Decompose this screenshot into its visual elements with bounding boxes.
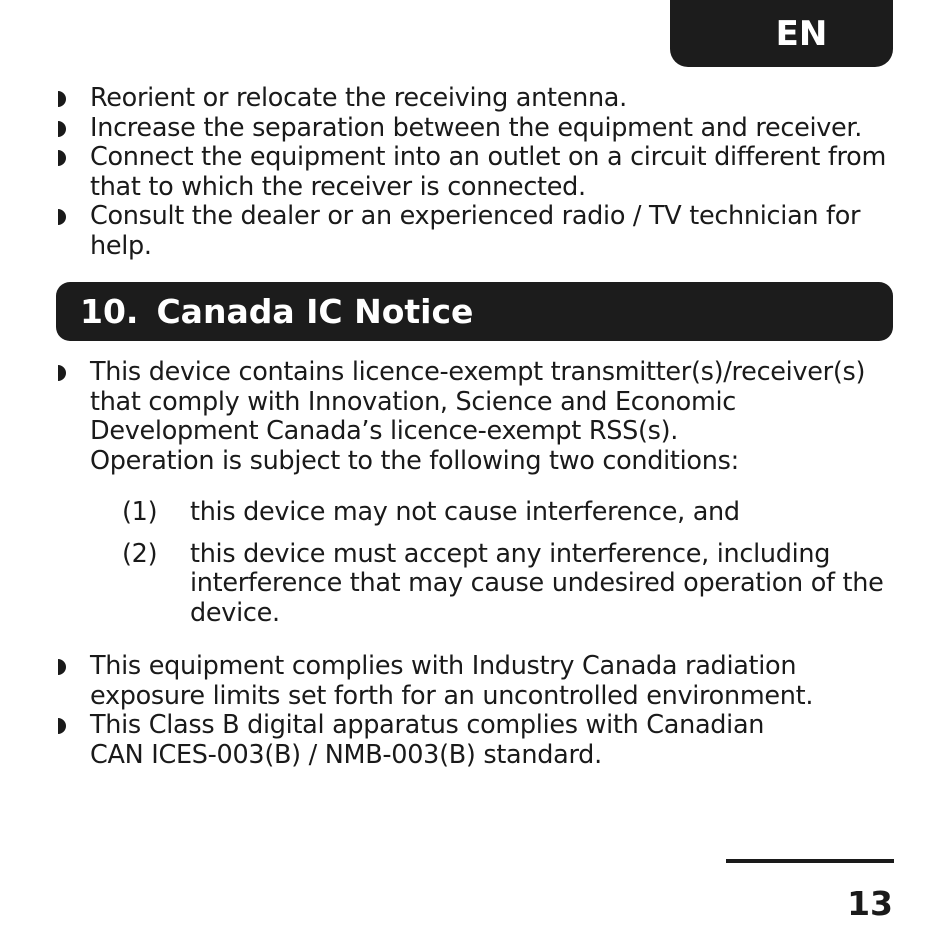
page-number: 13 <box>847 884 893 923</box>
bullet-icon <box>58 659 66 675</box>
class-b-text-line1: This Class B digital apparatus complies with Canadian <box>90 710 765 740</box>
bullet-icon <box>58 365 66 381</box>
condition-text: this device must accept any interference, including interference that may cause undesired operation of the device. <box>190 538 884 628</box>
list-item-text: Consult the dealer or an experienced radio / TV technician for help. <box>90 201 861 261</box>
list-item <box>54 711 904 770</box>
list-item <box>54 652 904 711</box>
section-heading <box>56 282 893 341</box>
list-item-text: Connect the equipment into an outlet on a circuit different from that to which the receiver is connected. <box>90 142 887 202</box>
condition-item <box>90 498 904 528</box>
radiation-text: This equipment complies with Industry Canada radiation exposure limits set forth for an uncontrolled environment. <box>90 651 814 711</box>
interference-measures-list <box>54 84 904 261</box>
list-item <box>54 358 904 628</box>
operation-text: Operation is subject to the following two conditions: <box>90 445 739 476</box>
list-item-text: Reorient or relocate the receiving antenna. <box>90 83 627 113</box>
list-item <box>54 84 904 114</box>
class-b-text-line2: CAN ICES-003(B) / NMB-003(B) standard. <box>90 739 602 770</box>
bullet-icon <box>58 150 66 166</box>
list-item <box>54 114 904 144</box>
bullet-icon <box>58 718 66 734</box>
list-item-text: Increase the separation between the equipment and receiver. <box>90 112 863 143</box>
list-item <box>54 202 904 261</box>
ic-intro-text: This device contains licence-exempt transmitter(s)/receiver(s) that comply with Innovation, Science and Economic Development Canada’s licence-exempt RSS(s). <box>90 357 866 446</box>
language-tab: EN <box>670 0 893 67</box>
bullet-icon <box>58 91 66 107</box>
condition-item <box>90 540 904 629</box>
condition-text: this device may not cause interference, and <box>190 497 740 527</box>
bullet-icon <box>58 121 66 137</box>
bullet-icon <box>58 209 66 225</box>
condition-number: (1) <box>122 497 158 527</box>
conditions-list <box>90 498 904 628</box>
section-number: 10. <box>80 292 139 331</box>
footer-divider <box>726 859 894 863</box>
list-item <box>54 143 904 202</box>
condition-number: (2) <box>122 538 158 569</box>
ic-notice-list <box>54 358 904 770</box>
section-title: Canada IC Notice <box>156 292 474 331</box>
